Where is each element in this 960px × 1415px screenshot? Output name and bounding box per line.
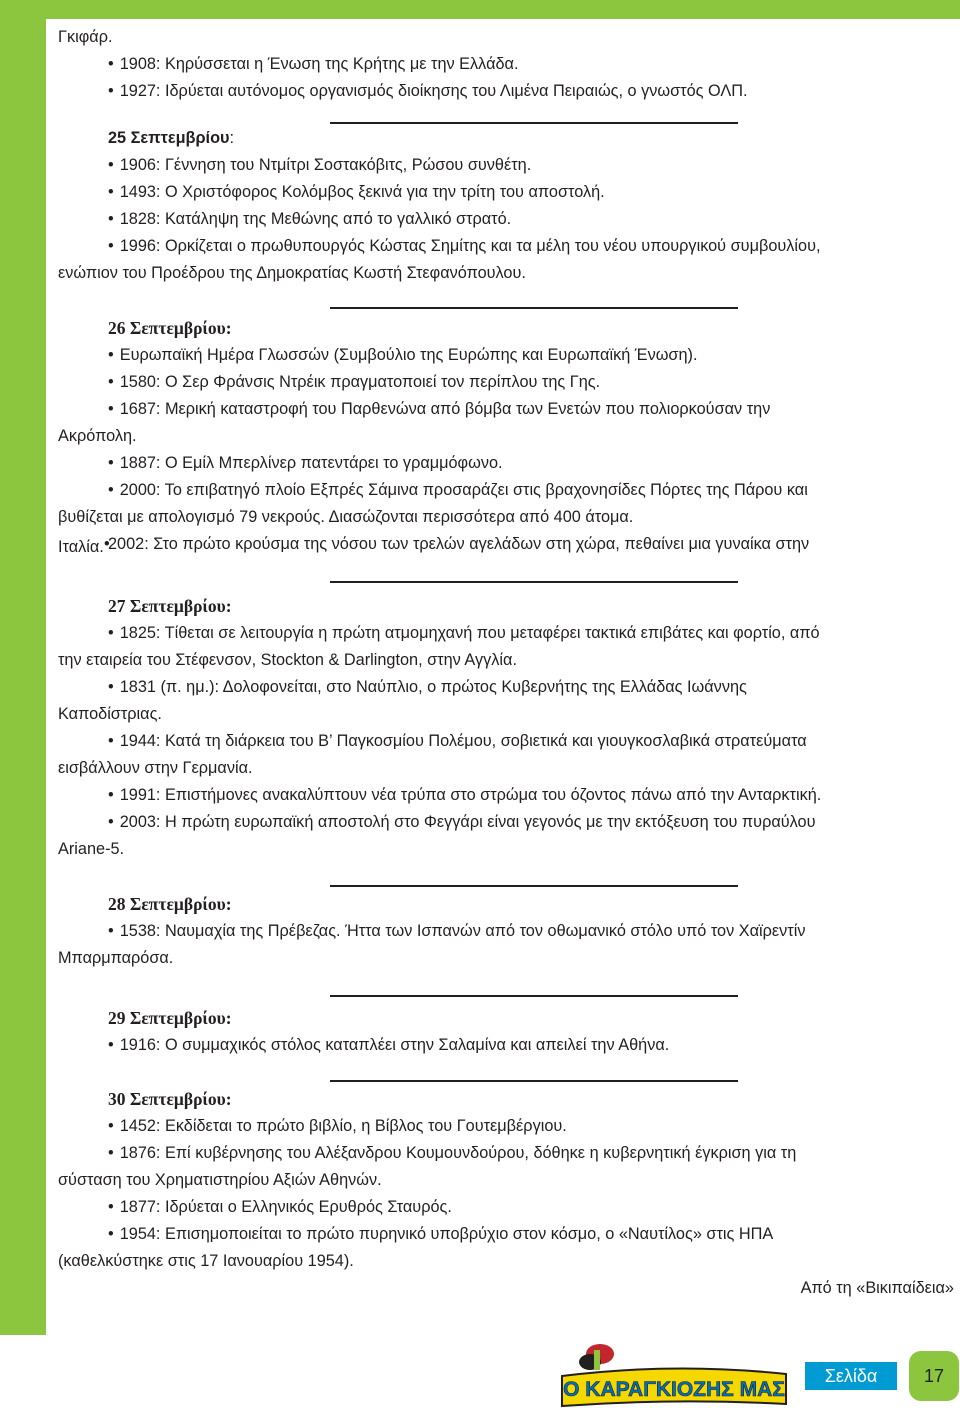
list-item-continued: εισβάλλουν στην Γερμανία. xyxy=(58,759,253,777)
section-header: 26 Σεπτεμβρίου: xyxy=(108,318,232,338)
article xyxy=(58,24,954,1302)
section-header: 25 Σεπτεμβρίου: xyxy=(108,129,235,147)
list-item: • 1944: Κατά τη διάρκεια του Β’ Παγκοσμίου Πολέμου, σοβιετικά και γιουγκοσλαβικά στρατεύματα xyxy=(58,728,938,755)
list-item-continued: βυθίζεται με απολογισμό 79 νεκρούς. Διασώζονται περισσότερα από 400 άτομα. xyxy=(58,508,634,526)
list-item-continued: Ακρόπολη. xyxy=(58,427,137,445)
section-divider xyxy=(330,122,738,124)
page-border-left xyxy=(0,0,46,1335)
list-item: • 1828: Κατάληψη της Μεθώνης από το γαλλικό στρατό. xyxy=(58,206,938,233)
list-item-continued: Καποδίστριας. xyxy=(58,705,162,723)
section-header: 28 Σεπτεμβρίου: xyxy=(108,894,232,914)
list-item: • 1927: Ιδρύεται αυτόνομος οργανισμός διοίκησης του Λιμένα Πειραιώς, ο γνωστός ΟΛΠ. xyxy=(58,78,938,105)
list-item-continued: Ariane-5. xyxy=(58,840,125,858)
list-item-continued: σύσταση του Χρηματιστηρίου Αξιών Αθηνών. xyxy=(58,1171,382,1189)
section-divider xyxy=(330,307,738,309)
logo-figure xyxy=(579,1344,614,1370)
source-credit: Από τη «Βικιπαίδεια» xyxy=(800,1279,954,1297)
list-item-continued: Μπαρμπαρόσα. xyxy=(58,949,174,967)
karagiozis-logo xyxy=(560,1340,788,1412)
page-label: Σελίδα xyxy=(805,1362,897,1390)
page-number: 17 xyxy=(909,1351,959,1401)
section-divider xyxy=(330,581,738,583)
section-header: 30 Σεπτεμβρίου: xyxy=(108,1089,232,1109)
section-header: 29 Σεπτεμβρίου: xyxy=(108,1008,232,1028)
list-item: • 1493: Ο Χριστόφορος Κολόμβος ξεκινά για την τρίτη του αποστολή. xyxy=(58,179,938,206)
list-item: • Ευρωπαϊκή Ημέρα Γλωσσών (Συμβούλιο της Ευρώπης και Ευρωπαϊκή Ένωση). xyxy=(58,342,938,369)
list-item-continued: Ιταλία. xyxy=(58,538,104,556)
list-item-continued: την εταιρεία του Στέφενσον, Stockton & Darlington, στην Αγγλία. xyxy=(58,651,517,669)
list-item: • 1996: Ορκίζεται ο πρωθυπουργός Κώστας Σημίτης και τα μέλη του νέου υπουργικού συμβουλίου, xyxy=(58,233,938,260)
list-item: • 1954: Επισημοποιείται το πρώτο πυρηνικό υποβρύχιο στον κόσμο, ο «Ναυτίλος» στις ΗΠΑ xyxy=(58,1221,938,1248)
page-border-top xyxy=(0,0,960,19)
section-header: 27 Σεπτεμβρίου: xyxy=(108,596,232,616)
list-item: • 1908: Κηρύσσεται η Ένωση της Κρήτης με την Ελλάδα. xyxy=(58,51,938,78)
list-item: • 1876: Επί κυβέρνησης του Αλέξανδρου Κουμουνδούρου, δόθηκε η κυβερνητική έγκριση για τη xyxy=(58,1140,938,1167)
list-item: • 1825: Τίθεται σε λειτουργία η πρώτη ατμομηχανή που μεταφέρει τακτικά επιβάτες και φορτίο, από xyxy=(58,620,938,647)
section-divider xyxy=(330,995,738,997)
section-divider xyxy=(330,1080,738,1082)
section-divider xyxy=(330,885,738,887)
list-item: 2002: Στο πρώτο κρούσμα της νόσου των τρελών αγελάδων στη χώρα, πεθαίνει μια γυναίκα στην xyxy=(108,535,810,553)
list-item: • 1538: Ναυμαχία της Πρέβεζας. Ήττα των Ισπανών από τον οθωμανικό στόλο υπό τον Χαϊρεντίν xyxy=(58,918,938,945)
list-item: • 1831 (π. ημ.): Δολοφονείται, στο Ναύπλιο, ο πρώτος Κυβερνήτης της Ελλάδας Ιωάννης xyxy=(58,674,938,701)
list-item: • 1906: Γέννηση του Ντμίτρι Σοστακόβιτς, Ρώσου συνθέτη. xyxy=(58,152,938,179)
list-item: • 2000: Το επιβατηγό πλοίο Εξπρές Σάμινα προσαράζει στις βραχονησίδες Πόρτες της Πάρου και xyxy=(58,477,938,504)
list-item-continued: (καθελκύστηκε στις 17 Ιανουαρίου 1954). xyxy=(58,1252,354,1270)
list-item: • 1687: Μερική καταστροφή του Παρθενώνα από βόμβα των Ενετών που πολιορκούσαν την xyxy=(58,396,938,423)
list-item: • 1916: Ο συμμαχικός στόλος καταπλέει στην Σαλαμίνα και απειλεί την Αθήνα. xyxy=(58,1032,938,1059)
list-item: • 1580: Ο Σερ Φράνσις Ντρέικ πραγματοποιεί τον περίπλου της Γης. xyxy=(58,369,938,396)
logo-text: Ο ΚΑΡΑΓΚΙΟΖΗΣ ΜΑΣ xyxy=(563,1378,785,1401)
list-item-continued: ενώπιον του Προέδρου της Δημοκρατίας Κωστή Στεφανόπουλου. xyxy=(58,264,526,282)
list-item-overlap: Ιταλία. 2002: Στο πρώτο κρούσμα της νόσου των τρελών αγελάδων στη χώρα, πεθαίνει μια γυναίκα στην • xyxy=(58,531,938,558)
list-item: • 1991: Επιστήμονες ανακαλύπτουν νέα τρύπα στο στρώμα του όζοντος πάνω από την Ανταρκτική. xyxy=(58,782,938,809)
list-item: • 1887: Ο Εμίλ Μπερλίνερ πατεντάρει το γραμμόφωνο. xyxy=(58,450,938,477)
list-item: • 1452: Εκδίδεται το πρώτο βιβλίο, η Βίβλος του Γουτεμβέργιου. xyxy=(58,1113,938,1140)
list-item: • 2003: Η πρώτη ευρωπαϊκή αποστολή στο Φεγγάρι είναι γεγονός με την εκτόξευση του πυραύλου xyxy=(58,809,938,836)
continued-text: Γκιφάρ. xyxy=(58,28,113,46)
list-item: • 1877: Ιδρύεται ο Ελληνικός Ερυθρός Σταυρός. xyxy=(58,1194,938,1221)
